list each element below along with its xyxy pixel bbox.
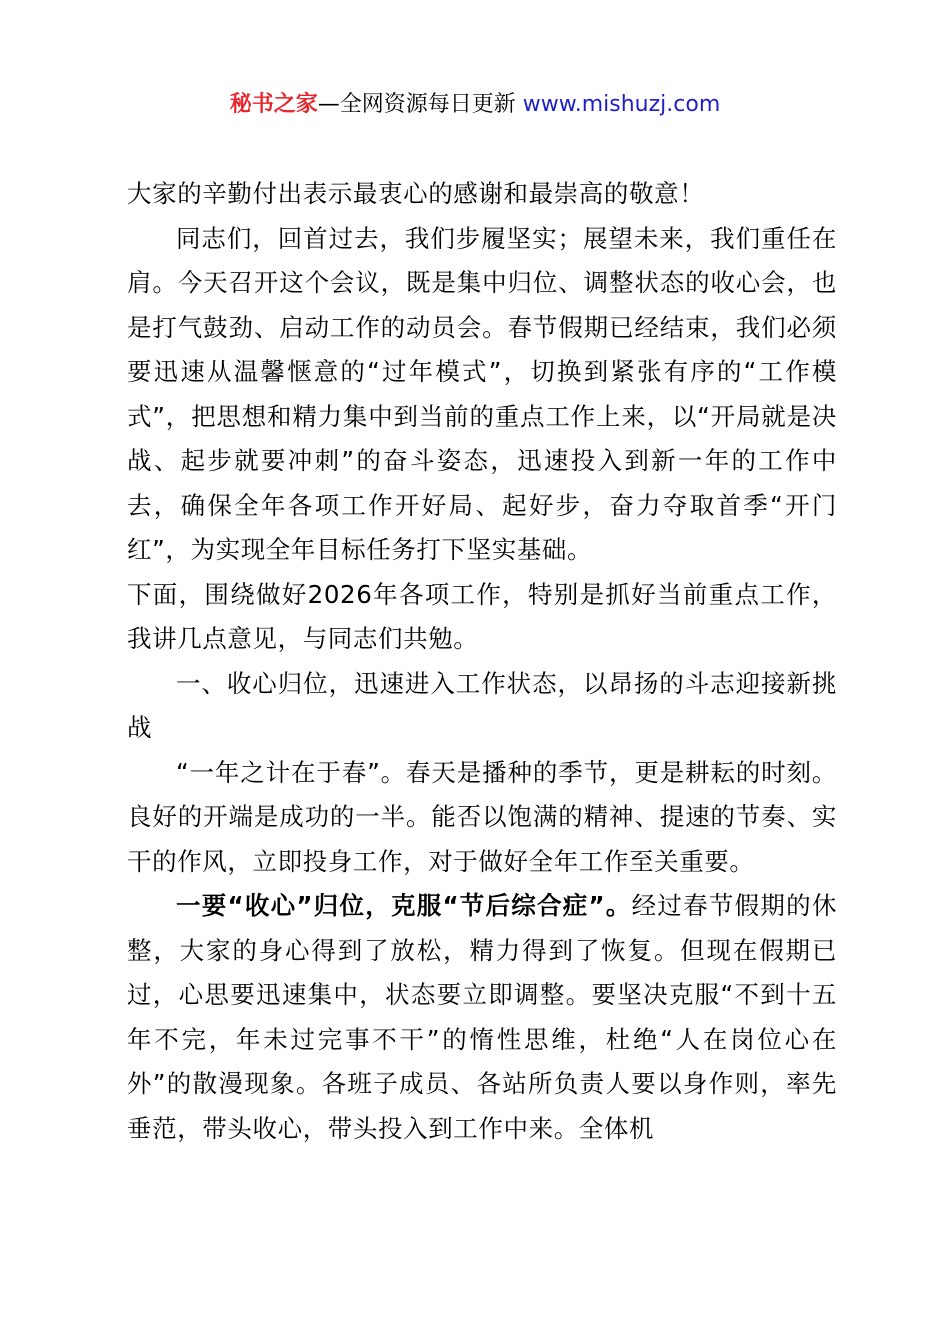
- header-tagline: —全网资源每日更新: [317, 92, 516, 117]
- point-1-body: 经过春节假期的休整，大家的身心得到了放松，精力得到了恢复。但现在假期已过，心思要迅速集中，状态要立即调整。要坚决克服“不到十五年不完，年未过完事不干”的惰性思维，杜绝“人在岗位心在外”的散漫现象。各班子成员、各站所负责人要以身作则，率先垂范，带头收心，带头投入到工作中来。全体机: [127, 891, 837, 1143]
- website-link[interactable]: www.mishuzj.com: [522, 92, 721, 117]
- brand-name[interactable]: 秘书之家: [229, 92, 318, 117]
- paragraph-point-1: [127, 884, 837, 1151]
- paragraph-spring: “一年之计在于春”。春天是播种的季节，更是耕耘的时刻。良好的开端是成功的一半。能否以饱满的精神、提速的节奏、实干的作风，立即投身工作，对于做好全年工作至关重要。: [127, 757, 837, 876]
- section-heading-1: 一、收心归位，迅速进入工作状态，以昂扬的斗志迎接新挑战: [127, 668, 837, 742]
- point-1-lead: 一要“收心”归位，克服“节后综合症”。: [176, 891, 632, 920]
- document-body: [127, 172, 837, 1151]
- paragraph-transition: 下面，围绕做好2026年各项工作，特别是抓好当前重点工作，我讲几点意见，与同志们共勉。: [127, 579, 837, 653]
- paragraph-continuation: 大家的辛勤付出表示最衷心的感谢和最崇高的敬意！: [127, 179, 705, 208]
- page-header: [0, 90, 950, 120]
- paragraph-intro: 同志们，回首过去，我们步履坚实；展望未来，我们重任在肩。今天召开这个会议，既是集中归位、调整状态的收心会，也是打气鼓劲、启动工作的动员会。春节假期已经结束，我们必须要迅速从温馨惬意的“过年模式”，切换到紧张有序的“工作模式”，把思想和精力集中到当前的重点工作上来，以“开局就是决战、起步就要冲刺”的奋斗姿态，迅速投入到新一年的工作中去，确保全年各项工作开好局、起好步，奋力夺取首季“开门红”，为实现全年目标任务打下坚实基础。: [127, 223, 837, 564]
